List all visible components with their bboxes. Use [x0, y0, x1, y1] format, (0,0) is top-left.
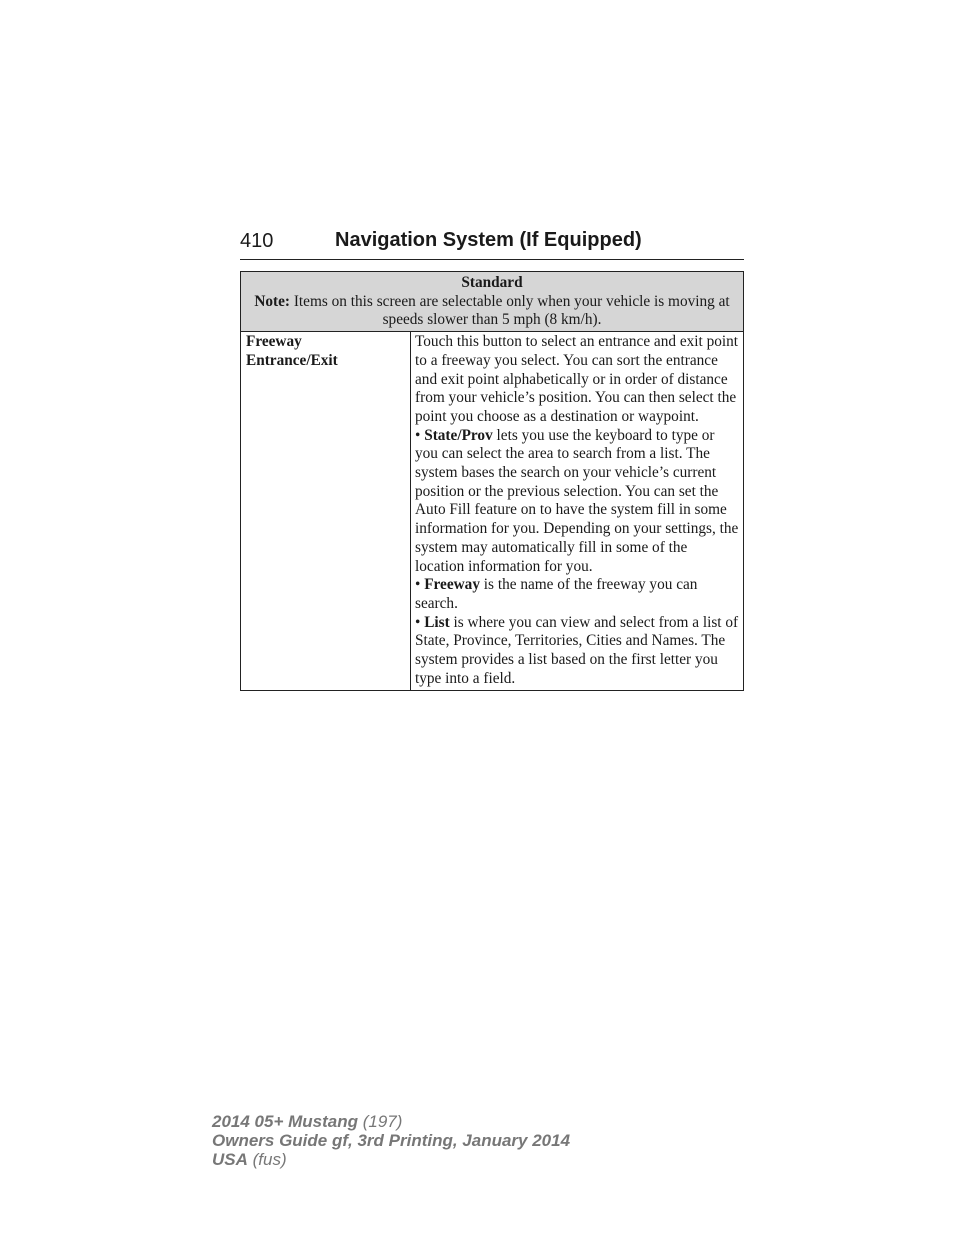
footer-line2: Owners Guide gf, 3rd Printing, January 2014	[212, 1131, 571, 1150]
footer-region: USA	[212, 1150, 248, 1169]
bullet-term: Freeway	[424, 576, 480, 594]
bullet-marker: •	[415, 613, 421, 631]
bullet-term: State/Prov	[424, 426, 493, 444]
table-row	[241, 332, 744, 691]
bullet-text: is where you can view and select from a list of State, Province, Territories, Cities and Names. The system provides a list based on the first letter you type into a field.	[415, 613, 739, 687]
page-footer	[212, 1112, 570, 1169]
page-number: 410	[240, 230, 274, 252]
bullet-term: List	[424, 613, 450, 631]
bullet-marker: •	[415, 426, 421, 444]
bullet-text: is the name of the freeway you can search.	[415, 576, 698, 612]
footer-region-code: (fus)	[247, 1150, 287, 1169]
footer-line3	[212, 1150, 570, 1169]
feature-table	[240, 271, 744, 691]
bullet-freeway	[415, 576, 739, 613]
table-header-cell	[241, 272, 744, 332]
footer-model: 2014 05+ Mustang	[212, 1112, 358, 1131]
note-body: Items on this screen are selectable only when your vehicle is moving at speeds slower than 5 mph (8 km/h).	[290, 292, 730, 329]
page-header	[240, 228, 744, 260]
note-label: Note:	[254, 292, 291, 310]
footer-line1	[212, 1112, 570, 1131]
bullet-state-prov	[415, 427, 739, 577]
footer-model-code: (197)	[358, 1112, 403, 1131]
section-title: Navigation System (If Equipped)	[335, 229, 642, 251]
table-head-title: Standard	[461, 274, 523, 291]
feature-label-cell	[241, 332, 411, 691]
bullet-text: lets you use the keyboard to type or you can select the area to search from a list. The system bases the search on your vehicle’s current position or the previous selection. You can set the Auto Fill feature on to have the system fill in some information for you. Depending on your settings, the system may automatically fill in some of the location information for you.	[415, 426, 739, 575]
bullet-marker: •	[415, 576, 421, 594]
table-header-row	[241, 272, 744, 332]
feature-label-line2: Entrance/Exit	[246, 351, 338, 369]
bullet-list	[415, 614, 739, 689]
feature-label-line1: Freeway	[246, 333, 302, 351]
feature-description-cell	[411, 332, 744, 691]
feature-intro: Touch this button to select an entrance and exit point to a freeway you select. You can sort the entrance and exit point alphabetically or in order of distance from your vehicle’s position. You can then select the point you choose as a destination or waypoint.	[415, 333, 739, 425]
note-text	[254, 293, 729, 329]
